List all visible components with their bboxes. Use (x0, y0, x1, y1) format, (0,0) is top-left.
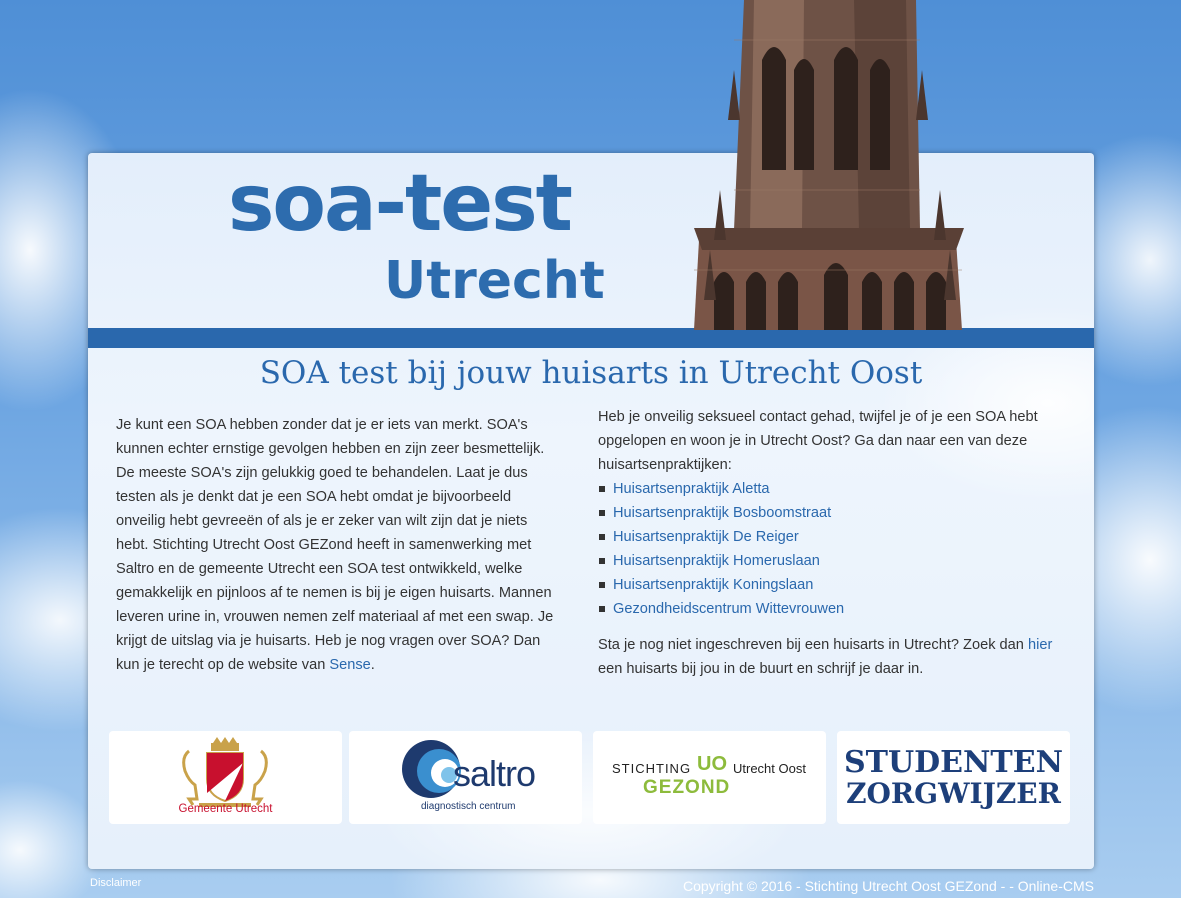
site-logo-subtitle[interactable]: Utrecht (384, 251, 605, 311)
stichting-place: Utrecht Oost (733, 761, 806, 776)
studenten-line-2: ZORGWIJZER (846, 777, 1061, 810)
practice-link-wittevrouwen[interactable]: Gezondheidscentrum Wittevrouwen (613, 601, 845, 617)
dom-tower-image (694, 0, 964, 330)
practices-intro: Heb je onveilig seksueel contact gehad, twijfel je of je een SOA hebt opgelopen en woon je in Utrecht Oost? Ga dan naar een van deze huisartsenpraktijken: (598, 409, 1038, 473)
partner-saltro[interactable] (349, 731, 582, 824)
list-item (598, 501, 1068, 525)
bullet-icon (599, 582, 605, 588)
register-note (598, 633, 1068, 681)
partner-gemeente-utrecht[interactable] (109, 731, 342, 824)
bullet-icon (599, 606, 605, 612)
list-item (598, 525, 1068, 549)
register-text-before: Sta je nog niet ingeschreven bij een huisarts in Utrecht? Zoek dan (598, 637, 1028, 653)
bullet-icon (599, 510, 605, 516)
partner-stichting-uo-gezond[interactable] (593, 731, 826, 824)
studenten-line-1: STUDENTEN (843, 745, 1064, 780)
intro-text (116, 413, 556, 677)
disclaimer-link[interactable]: Disclaimer (90, 877, 142, 889)
saltro-tagline: diagnostisch centrum (421, 801, 516, 812)
intro-paragraph: Je kunt een SOA hebben zonder dat je er iets van merkt. SOA's kunnen echter ernstige gevolgen hebben en zijn zeer besmettelijk. De meeste SOA's zijn gelukkig goed te behandelen. Laat je dus testen als je denkt dat je een SOA hebt omdat je bijvoorbeeld onveilig hebt gevreeën of als je er zeker van wilt zijn dat je niets hebt. Stichting Utrecht Oost GEZond heeft in samenwerking met Saltro en de gemeente Utrecht een SOA test ontwikkeld, welke gemakkelijk en pijnloos af te nemen is bij je eigen huisarts. Mannen leveren urine in, vrouwen nemen zelf materiaal af met een swap. Je krijgt de uitslag via je huisarts. Heb je nog vragen over SOA? Dan kun je terecht op de website van (116, 417, 554, 673)
practice-link-aletta[interactable]: Huisartsenpraktijk Aletta (613, 481, 770, 497)
stichting-gezond: GEZOND (643, 777, 731, 798)
intro-end: . (370, 657, 375, 673)
list-item (598, 597, 1068, 621)
practices-section (598, 405, 1068, 681)
copyright-text: Copyright © 2016 - Stichting Utrecht Oost GEZond - - Online-CMS (682, 878, 1094, 894)
practice-link-koningslaan[interactable]: Huisartsenpraktijk Koningslaan (613, 577, 814, 593)
partner-logos (109, 731, 1071, 824)
saltro-wordmark: saltro (453, 753, 536, 794)
practice-link-homeruslaan[interactable]: Huisartsenpraktijk Homeruslaan (613, 553, 820, 569)
practice-link-bosboomstraat[interactable]: Huisartsenpraktijk Bosboomstraat (613, 505, 832, 521)
practice-link-de-reiger[interactable]: Huisartsenpraktijk De Reiger (613, 529, 799, 545)
partner-studenten-zorgwijzer[interactable] (837, 731, 1070, 824)
site-logo-title[interactable]: soa-test (228, 159, 571, 249)
list-item (598, 573, 1068, 597)
practices-list (598, 477, 1068, 621)
list-item (598, 477, 1068, 501)
find-doctor-link[interactable]: hier (1027, 637, 1053, 653)
gemeente-utrecht-label: Gemeente Utrecht (178, 803, 273, 815)
stichting-word: STICHTING (612, 761, 692, 776)
page-headline: SOA test bij jouw huisarts in Utrecht Oost (259, 355, 923, 391)
bullet-icon (599, 486, 605, 492)
sense-link[interactable]: Sense (329, 657, 371, 673)
header-divider-bar (88, 328, 1094, 348)
register-text-after: een huisarts bij jou in de buurt en schrijf je daar in. (598, 661, 924, 677)
bullet-icon (599, 534, 605, 540)
list-item (598, 549, 1068, 573)
stichting-uo-mark: UO (697, 753, 727, 775)
bullet-icon (599, 558, 605, 564)
